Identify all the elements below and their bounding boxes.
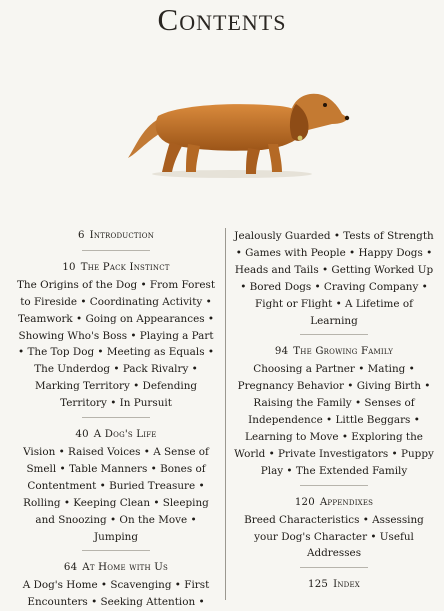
section-rule	[82, 417, 150, 418]
section-heading	[14, 560, 218, 577]
page-title: Contents	[157, 2, 287, 37]
toc-section-a-dogs-life[interactable]	[14, 427, 218, 545]
section-topics: A Dog's Home • Scavenging • First Encounters • Seeking Attention •	[22, 579, 210, 609]
section-title: The Pack Instinct	[80, 261, 170, 273]
section-title: The Growing Family	[293, 346, 394, 358]
toc-section-growing-family[interactable]	[232, 344, 436, 479]
section-title: A Dog's Life	[93, 429, 157, 441]
section-heading	[14, 427, 218, 444]
toc-section-at-home-with-us[interactable]	[14, 560, 218, 611]
section-heading	[14, 228, 218, 245]
section-heading	[232, 577, 436, 594]
page-number: 125	[308, 579, 329, 591]
page-number: 6	[77, 230, 85, 241]
page-number: 64	[63, 562, 78, 574]
page-number: 120	[294, 496, 315, 508]
page-number: 10	[62, 261, 76, 273]
section-heading	[14, 260, 218, 277]
section-topics: Jealously Guarded • Tests of Strength • Games with People • Happy Dogs • Heads and Tails • Getting Worked Up • Bored Dogs • Craving Company • Fight or Flight • A Lifetime of Learning	[234, 230, 434, 327]
section-title: Introduction	[89, 230, 155, 241]
column-divider	[225, 228, 226, 600]
contents-right-column	[232, 228, 436, 594]
section-title: Index	[333, 579, 360, 591]
toc-section-appendixes[interactable]	[232, 495, 436, 563]
section-rule	[300, 334, 368, 335]
section-rule	[300, 485, 368, 486]
section-topics: The Origins of the Dog • From Forest to Fireside • Coordinating Activity • Teamwork • Going on Appearances • Showing Who's Boss • Playing a Part • The Top Dog • Meeting as Equals • The Underdog • Pack Rivalry • Marking Territory • Defending Territory • In Pursuit	[17, 278, 215, 410]
dachshund-photo	[120, 78, 350, 183]
section-title: Appendixes	[319, 496, 374, 508]
contents-left-column	[14, 228, 218, 611]
toc-section-index[interactable]	[232, 577, 436, 594]
section-heading	[232, 495, 436, 512]
section-rule	[300, 567, 368, 568]
section-rule	[82, 550, 150, 551]
section-heading	[232, 344, 436, 361]
toc-section-introduction[interactable]	[14, 228, 218, 245]
toc-section-pack-instinct[interactable]	[14, 260, 218, 412]
page-number: 94	[274, 346, 289, 358]
section-topics: Vision • Raised Voices • A Sense of Smell • Table Manners • Bones of Contentment • Buried Treasure • Rolling • Keeping Clean • Sleeping and Snoozing • On the Move • Jumping	[23, 445, 209, 543]
page-number: 40	[75, 429, 89, 441]
section-topics: Breed Characteristics • Assessing your Dog's Character • Useful Addresses	[244, 513, 424, 560]
toc-section-at-home-continued[interactable]	[232, 228, 436, 329]
section-rule	[82, 250, 150, 251]
section-topics: Choosing a Partner • Mating • Pregnancy Behavior • Giving Birth • Raising the Family • Senses of Independence • Little Beggars • Learning to Move • Exploring the World • Private Investigators • Puppy Play • The Extended Family	[234, 363, 434, 477]
section-title: At Home with Us	[82, 562, 169, 574]
